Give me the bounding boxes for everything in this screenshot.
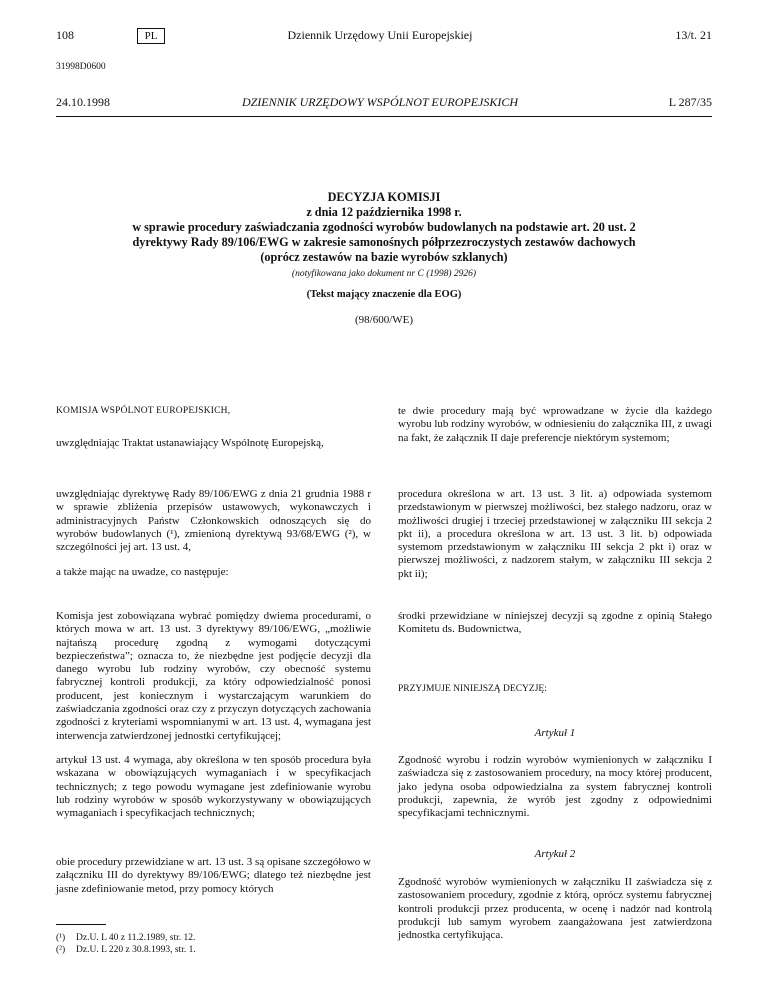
recital-3: obie procedury przewidziane w art. 13 ust. 3 są opisane szczegółowo w załączniku III do dyrektywy 89/106/EWG; dlatego też niezbędne jest jasne zdefiniowanie metod, przy pomocy których [56, 856, 371, 895]
oj-date: 24.10.1998 [56, 95, 110, 109]
left-column [56, 405, 371, 418]
recital-1: Komisja jest zobowiązana wybrać pomiędzy dwiema procedurami, o których mowa w art. 13 ust. 3 dyrektywy 89/106/EWG, „możliwie najtańszą procedurę zgodną z wymogami dotyczącymi bezpieczeństwa”; oznacza to, że niezbędne jest podjęcie decyzji dla danego wyrobu lub rodziny wyrobów, czy obecność systemu fabrycznej kontroli produkcji, za który odpowiedzialność ponosi producent, jest koniecznym i wystarczającym warunkiem do zaświadczania zgodności oraz czy z przyczyn dotyczących zachowania zgodności z kryteriami wspomnianymi w art. 13 ust. 4, wymagana jest interwencja zatwierdzonej jednostki certyfikującej; [56, 610, 371, 742]
title-line-3: w sprawie procedury zaświadczania zgodności wyrobów budowlanych na podstawie art. 20 ust. 2 [132, 220, 636, 234]
notification-note: (notyfikowana jako dokument nr C (1998) 2926) [291, 269, 477, 279]
footnote-1: (¹) Dz.U. L 40 z 11.2.1989, str. 12. [56, 933, 196, 943]
footnote-rule [56, 924, 106, 925]
article-2-text: Zgodność wyrobów wymienionych w załączniku II zaświadcza się z zastosowaniem procedury, zgodnie z którą, oprócz systemu fabrycznej kontroli produkcji przez producenta, w ocenę i nadzór nad kontrolą produkcji lub samym wyrobem zaangażowana jest zatwierdzona jednostka certyfikująca. [398, 876, 712, 942]
language-badge: PL [137, 28, 165, 44]
volume-ref: 13/t. 21 [675, 28, 712, 42]
recital-5: środki przewidziane w niniejszej decyzji są zgodne z opinią Stałego Komitetu ds. Budownictwa, [398, 610, 712, 636]
eea-relevance: (Tekst mający znaczenie dla EOG) [306, 289, 462, 300]
title-line-5: (oprócz zestawów na bazie wyrobów szklanych) [260, 250, 508, 264]
preamble-whereas: a także mając na uwadze, co następuje: [56, 566, 229, 578]
enacting-formula: PRZYJMUJE NINIEJSZĄ DECYZJĘ: [398, 684, 547, 694]
oj-journal-title: DZIENNIK URZĘDOWY WSPÓLNOT EUROPEJSKICH [241, 95, 519, 109]
title-block [56, 190, 712, 326]
preamble-treaty: uwzględniając Traktat ustanawiający Wspólnotę Europejską, [56, 437, 324, 449]
article-1-text: Zgodność wyrobu i rodzin wyrobów wymienionych w załączniku I zaświadcza się z zastosowaniem procedury, na mocy której producent, jako jedyna osoba odpowiedzialna za system fabrycznej kontroli produkcji, zapewnia, że wyrób jest zgodny z odpowiednimi specyfikacjami technicznymi. [398, 754, 712, 820]
article-1-heading: Artykuł 1 [534, 727, 576, 739]
journal-title: Dziennik Urzędowy Unii Europejskiej [287, 28, 473, 42]
page-number: 108 [56, 28, 74, 42]
preamble-commission: KOMISJA WSPÓLNOT EUROPEJSKICH, [56, 406, 231, 416]
title-line-2: z dnia 12 października 1998 r. [306, 205, 462, 219]
footnote-2: (²) Dz.U. L 220 z 30.8.1993, str. 1. [56, 945, 196, 955]
article-2-heading: Artykuł 2 [534, 848, 576, 860]
footnotes [56, 932, 371, 956]
recital-4: procedura określona w art. 13 ust. 3 lit. a) odpowiada systemom przedstawionym w pierwszej możliwości, bez stałego nadzoru, oraz w możliwości drugiej i trzeciej przedstawionej w załączniku III sekcja 2 pkt ii), a procedura określona w art. 13 ust. 3 lit. b) odpowiada systemom przedstawionym w załączniku III sekcja 2 pkt i) oraz w pierwszej możliwości, z nadzorem stałym, w załączniku III sekcja 2 pkt ii); [398, 488, 712, 580]
preamble-directive: uwzględniając dyrektywę Rady 89/106/EWG z dnia 21 grudnia 1988 r w sprawie zbliżenia przepisów ustawowych, wykonawczych i administracyjnych Państw Członkowskich odnoszących się do wyrobów budowlanych (¹), zmienioną dyrektywą 93/68/EWG (²), w szczególności jej art. 13 ust. 4, [56, 488, 371, 554]
header-rule [56, 116, 712, 117]
title-line-1: DECYZJA KOMISJI [327, 190, 441, 204]
celex-number: 31998D0600 [56, 62, 106, 72]
decision-number: (98/600/WE) [354, 314, 414, 326]
oj-ref: L 287/35 [668, 95, 712, 109]
title-line-4: dyrektywy Rady 89/106/EWG w zakresie samonośnych półprzezroczystych zestawów dachowych [132, 235, 636, 249]
recital-3-cont: te dwie procedury mają być wprowadzane w życie dla każdego wyrobu lub rodziny wyrobów, w odniesieniu do załącznika III, z uwagi na fakt, że załącznik II daje preferencje niektórym systemom; [398, 405, 712, 444]
recital-2: artykuł 13 ust. 4 wymaga, aby określona w ten sposób procedura była wskazana w obowiązujących wymaganiach i w specyfikacjach technicznych; z tego powodu wymagane jest zdefiniowanie wyrobu lub rodziny wyrobów w sposób wykorzystywany w obowiązujących wymaganiach i specyfikacjach technicznych; [56, 754, 371, 820]
